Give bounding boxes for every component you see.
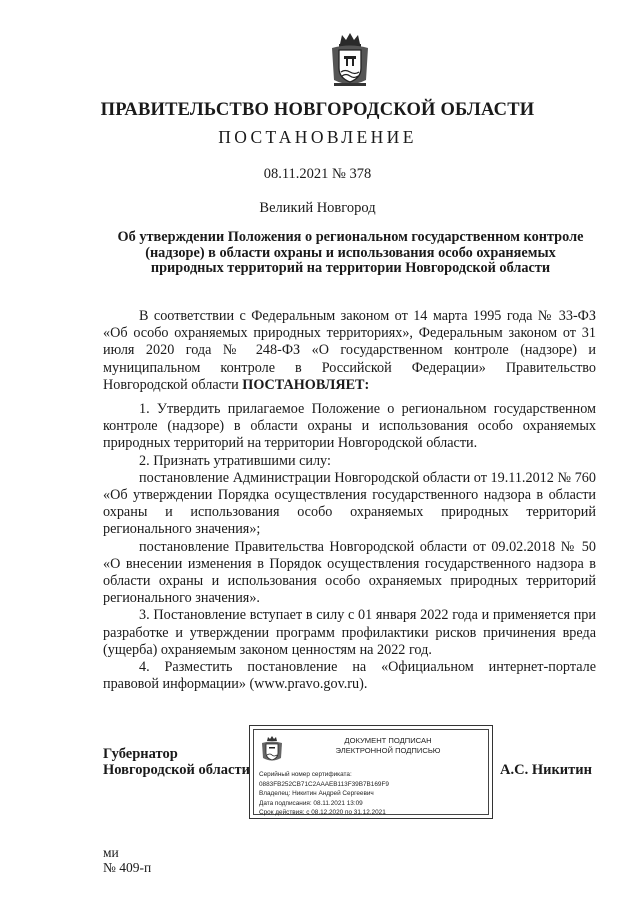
document-subject: Об утверждении Положения о региональном государственном контроле (надзоре) в области охраны и использования особо охраняемых природных территорий на территории Новгородской области (117, 229, 584, 276)
preamble-keyword: ПОСТАНОВЛЯЕТ: (242, 376, 370, 393)
signatory-position-line-1: Губернатор (103, 746, 178, 762)
paragraph-2: 2. Признать утратившими силу: (139, 452, 331, 469)
paragraph-1: 1. Утвердить прилагаемое Положение о региональном государственном контроле (надзоре) в области охраны и использования особо охраняемых природных территорий на территории Новгородской области. (103, 401, 596, 452)
stamp-validity: Срок действия: с 08.12.2020 по 31.12.2021 (259, 809, 386, 817)
paragraph-2-item-2: постановление Правительства Новгородской области от 09.02.2018 № 50 «О внесении изменения в Порядок осуществления государственного надзора в области охраны и использования особо охраняемых природных территорий регионального значения». (103, 538, 596, 607)
executor-initials: ми (103, 845, 119, 860)
signatory-position (103, 746, 250, 778)
paragraph-2-item-1: постановление Администрации Новгородской области от 19.11.2012 № 760 «Об утверждении Порядка осуществления государственного надзора в области охраны и использования особо охраняемых природных территорий регионального значения»; (103, 469, 596, 538)
coat-of-arms-icon (328, 30, 372, 88)
executor-block (103, 845, 151, 875)
paragraph-3: 3. Постановление вступает в силу с 01 января 2022 года и применяется при разработке и утверждении программ профилактики рисков причинения вреда (ущерба) охраняемым законом ценностям на 2022 год. (103, 607, 596, 658)
stamp-cert-label: Серийный номер сертификата: (259, 771, 352, 778)
stamp-signed-date: Дата подписания: 08.11.2021 13:09 (259, 799, 363, 807)
signatory-name: А.С. Никитин (500, 762, 592, 778)
document-body (103, 308, 596, 693)
registration-number: № 409-п (103, 860, 152, 875)
stamp-owner: Владелец: Никитин Андрей Сергеевич (259, 790, 374, 798)
preamble-text: В соответствии с Федеральным законом от 14 марта 1995 года № 33-ФЗ «Об особо охраняемых природных территориях», Федеральным законом от 31 июля 2020 года № 248-ФЗ «О государственном контроле (надзоре) и муниципальном контроле в Российской Федерации» Правительство Новгородской области (103, 308, 596, 393)
document-type: ПОСТАНОВЛЕНИЕ (218, 127, 417, 147)
electronic-signature-stamp (249, 725, 493, 819)
signatory-position-line-2: Новгородской области (103, 762, 250, 778)
stamp-cert-number: 0883FB252CB71C2AAAEB113F39B7B169F9 (259, 780, 389, 788)
preamble-paragraph (103, 308, 596, 394)
government-title: ПРАВИТЕЛЬСТВО НОВГОРОДСКОЙ ОБЛАСТИ (100, 100, 535, 120)
document-date-number: 08.11.2021 № 378 (263, 166, 372, 182)
paragraph-4: 4. Разместить постановление на «Официальном интернет-портале правовой информации» (www.pravo.gov.ru). (103, 659, 596, 693)
document-city: Великий Новгород (259, 200, 376, 216)
stamp-coat-of-arms-icon (260, 735, 284, 763)
stamp-header: ДОКУМЕНТ ПОДПИСАН ЭЛЕКТРОННОЙ ПОДПИСЬЮ (335, 736, 441, 755)
stamp-details (259, 770, 389, 818)
